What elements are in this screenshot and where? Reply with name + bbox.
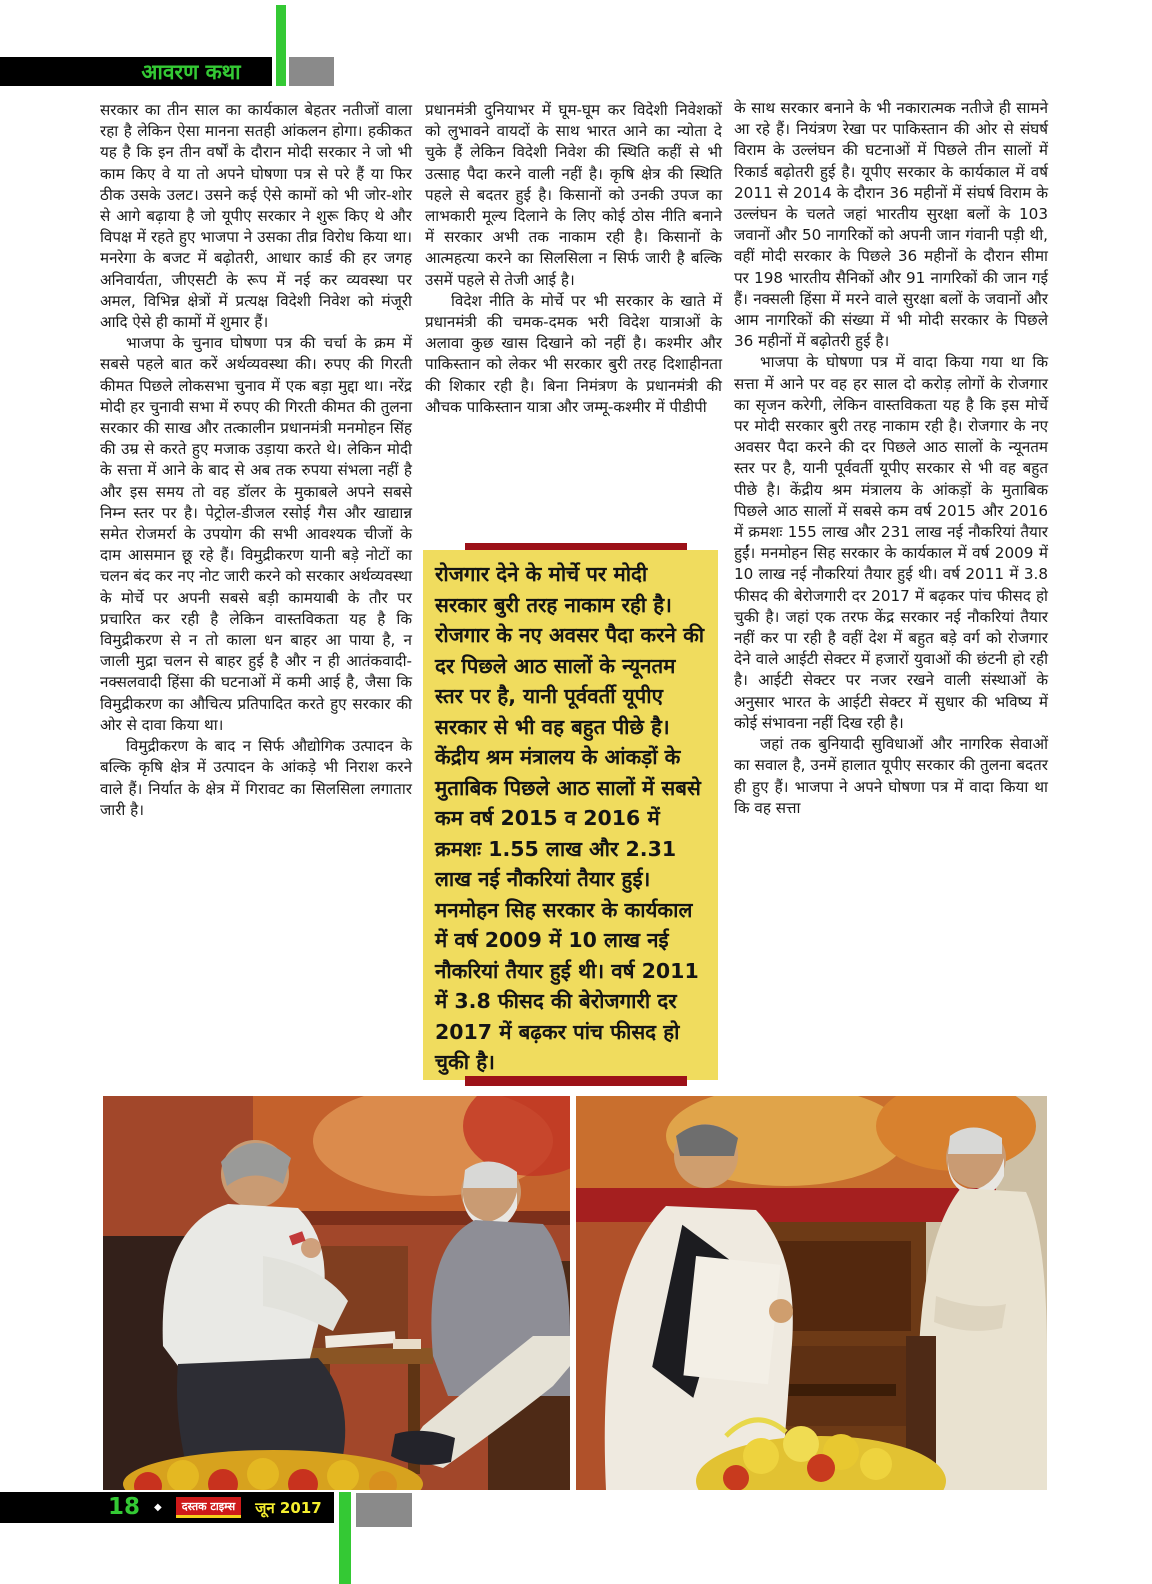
article-column-1 xyxy=(100,100,412,821)
paragraph: भाजपा के घोषणा पत्र में वादा किया गया था कि सत्ता में आने पर वह हर साल दो करोड़ लोगों के रोजगार का सृजन करेगी, लेकिन वास्तविकता यह है कि इस मोर्चे पर मोदी सरकार बुरी तरह नाकाम रही है। रोजगार के नए अवसर पैदा करने की दर पिछले आठ सालों के न्यूनतम स्तर पर है, यानी पूर्ववर्ती यूपीए सरकार से भी वह बहुत पीछे है। केंद्रीय श्रम मंत्रालय के आंकड़ों के मुताबिक पिछले आठ सालों में सबसे कम वर्ष 2015 और 2016 में क्रमशः 155 लाख और 231 लाख नई नौकरियां तैयार हुईं। मनमोहन सिह सरकार के कार्यकाल में वर्ष 2009 में 10 लाख नई नौकरियां तैयार हुई थी। वर्ष 2011 में 3.8 फीसद की बेरोजगारी दर 2017 में बढ़कर पांच फीसद हो चुकी है। जहां एक तरफ केंद्र सरकार नई नौकरियां तैयार नहीं कर पा रही है वहीं देश में बहुत बड़े वर्ग को रोजगार देने वाले आईटी सेक्टर में हजारों युवाओं की छंटनी हो रही है। आईटी सेक्टर पर नजर रखने वाली संस्थाओं के अनुसार भारत के आईटी सेक्टर में सुधार की भविष्य में कोई संभावना नहीं दिख रही है। xyxy=(734,353,1048,732)
paragraph: विदेश नीति के मोर्चे पर भी सरकार के खाते में प्रधानमंत्री की चमक-दमक भरी विदेश यात्राओं के अलावा कुछ खास दिखाने को नहीं है। कश्मीर और पाकिस्तान को लेकर भी सरकार बुरी तरह दिशाहीनता की शिकार रही है। बिना निमंत्रण के प्रधानमंत्री की औचक पाकिस्तान यात्रा और जम्मू-कश्मीर में पीडीपी xyxy=(425,291,722,416)
diamond-icon: ◆ xyxy=(154,1501,162,1513)
page-number: 18 xyxy=(108,1494,141,1520)
article-column-2 xyxy=(425,100,722,418)
pullquote-box xyxy=(423,550,718,1080)
photo-table xyxy=(308,1348,433,1364)
footer-gray-box xyxy=(356,1493,412,1527)
magazine-logo: दस्तक टाइम्स xyxy=(176,1497,241,1518)
header-gray-box xyxy=(289,57,334,86)
paragraph: के साथ सरकार बनाने के भी नकारात्मक नतीजे ही सामने आ रहे हैं। नियंत्रण रेखा पर पाकिस्तान की ओर से संघर्ष विराम के उल्लंघन की घटनाओं में पिछले तीन सालों में रिकार्ड बढ़ोतरी हुई है। यूपीए सरकार के कार्यकाल में वर्ष 2011 से 2014 के दौरान 36 महीनों में संघर्ष विराम के उल्लंघन के चलते जहां भारतीय सुरक्षा बलों के 103 जवानों और 50 नागरिकों को अपनी जान गंवानी पड़ी थी, वहीं मोदी सरकार के पिछले 36 महीनों के दौरान सीमा पर 198 भारतीय सैनिकों और 91 नागरिकों की जान गई हैं। नक्सली हिंसा में मरने वाले सुरक्षा बलों के जवानों और आम नागरिकों की संख्या में भी मोदी सरकार के पिछले 36 महीनों में बढ़ोतरी हुई है। xyxy=(734,99,1048,351)
paragraph: प्रधानमंत्री दुनियाभर में घूम-घूम कर विदेशी निवेशकों को लुभावने वायदों के साथ भारत आने का न्योता दे चुके हैं लेकिन विदेशी निवेश की स्थिति कहीं से भी उत्साह पैदा करने वाली नहीं है। कृषि क्षेत्र की स्थिति पहले से बदतर हुई है। किसानों को उनकी उपज का लाभकारी मूल्य दिलाने के लिए कोई ठोस नीति बनाने में सरकार अभी तक नाकाम रही है। किसानों के आत्महत्या करने का सिलसिला न सिर्फ जारी है बल्कि उसमें पहले से तेजी आई है। xyxy=(425,101,722,289)
photo-meeting-left xyxy=(103,1096,570,1490)
footer-green-accent-bar xyxy=(339,1492,351,1584)
paragraph: भाजपा के चुनाव घोषणा पत्र की चर्चा के क्रम में सबसे पहले बात करें अर्थव्यवस्था की। रुपए की गिरती कीमत पिछले लोकसभा चुनाव में एक बड़ा मुद्दा था। नरेंद्र मोदी हर चुनावी सभा में रुपए की गिरती कीमत की तुलना सरकार की साख और तत्कालीन प्रधानमंत्री मनमोहन सिंह की उम्र से करते हुए मजाक उड़ाया करते थे। लेकिन मोदी के सत्ता में आने के बाद से अब तक रुपया संभला नहीं है और इस समय तो वह डॉलर के मुकाबले अपने सबसे निम्न स्तर पर है। पेट्रोल-डीजल रसोई गैस और खाद्यान्न समेत रोजमर्रा के उपयोग की सभी आवश्यक चीजों के दाम आसमान छू रहे हैं। विमुद्रीकरण यानी बड़े नोटों का चलन बंद कर नए नोट जारी करने को सरकार अर्थव्यवस्था के मोर्चे पर अपनी सबसे बड़ी कामयाबी के तौर पर प्रचारित कर रही है लेकिन वास्तविकता यह है कि विमुद्रीकरण से न तो काला धन बाहर आ पाया है, न जाली मुद्रा चलन से बाहर हुई है और न ही आतंकवादी-नक्सलवादी हिंसा की घटनाओं में कमी आई है, जैसा कि विमुद्रीकरण का औचित्य प्रतिपादित करते हुए सरकार की ओर से दावा किया था। xyxy=(100,334,412,734)
paragraph: जहां तक बुनियादी सुविधाओं और नागरिक सेवाओं का सवाल है, उनमें हालात यूपीए सरकार की तुलना बदतर ही हुए हैं। भाजपा ने अपने घोषणा पत्र में वादा किया था कि वह सत्ता xyxy=(734,735,1048,817)
section-title: आवरण कथा xyxy=(141,59,241,84)
pullquote-text: रोजगार देने के मोर्चे पर मोदी सरकार बुरी तरह नाकाम रही है। रोजगार के नए अवसर पैदा करने की दर पिछले आठ सालों के न्यूनतम स्तर पर है, यानी पूर्ववर्ती यूपीए सरकार से भी वह बहुत पीछे है। केंद्रीय श्रम मंत्रालय के आंकड़ों के मुताबिक पिछले आठ सालों में सबसे कम वर्ष 2015 व 2016 में क्रमशः 1.55 लाख और 2.31 लाख नई नौकरियां तैयार हुई। मनमोहन सिह सरकार के कार्यकाल में वर्ष 2009 में 10 लाख नई नौकरियां तैयार हुई थी। वर्ष 2011 में 3.8 फीसद की बेरोजगारी दर 2017 में बढ़कर पांच फीसद हो चुकी है। xyxy=(435,562,705,1074)
article-column-3 xyxy=(734,98,1048,819)
pullquote-bottom-rule xyxy=(465,1076,687,1086)
footer-bar xyxy=(0,1492,334,1523)
section-header-bar xyxy=(0,57,272,86)
paragraph: सरकार का तीन साल का कार्यकाल बेहतर नतीजों वाला रहा है लेकिन ऐसा मानना सतही आंकलन होगा। हकीकत यह है कि इन तीन वर्षों के दौरान मोदी सरकार ने जो भी काम किए वे या तो अपने घोषणा पत्र से परे हैं या फिर ठीक उसके उलट। उसने कई ऐसे कामों को भी जोर-शोर से आगे बढ़ाया है जो यूपीए सरकार ने शुरू किए थे और विपक्ष में रहते हुए भाजपा ने उसका तीव्र विरोध किया था। मनरेगा के बजट में बढ़ोतरी, आधार कार्ड की हर जगह अनिवार्यता, जीएसटी के रूप में नई कर व्यवस्था पर अमल, विभिन्न क्षेत्रों में प्रत्यक्ष विदेशी निवेश को मंजूरी आदि ऐसे ही कामों में शुमार हैं। xyxy=(100,101,412,332)
header-green-accent-bar xyxy=(276,5,286,86)
photo-meeting-right xyxy=(576,1096,1047,1490)
issue-date: जून 2017 xyxy=(255,1498,322,1517)
paragraph: विमुद्रीकरण के बाद न सिर्फ औद्योगिक उत्पादन के बल्कि कृषि क्षेत्र में उत्पादन के आंकड़े भी निराश करने वाले हैं। निर्यात के क्षेत्र में गिरावट का सिलसिला लगातार जारी है। xyxy=(100,737,412,819)
